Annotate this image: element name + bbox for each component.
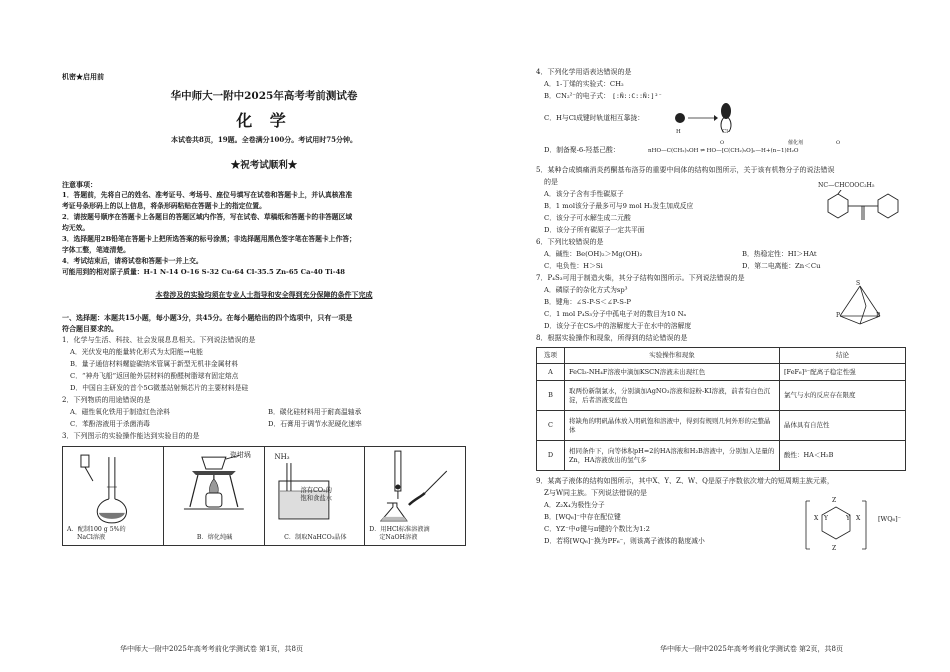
solution-label: 溶有CO₂的 饱和食盐水: [300, 487, 332, 502]
q7-option-b: B．键角：∠S-P-S＜∠P-S-P: [544, 298, 631, 306]
q8-results-table: [536, 347, 906, 471]
ion-atom-z: Z: [832, 545, 837, 552]
table-row: D 相同条件下，向等体积pH=2的HA溶液和H₂B溶液中，分别加入足量的Zn，HA溶液放出的氢气多 酸性：HA＜H₂B: [537, 441, 906, 471]
q3-figure-b: [164, 447, 265, 545]
carbonyl-o-2: O: [836, 140, 841, 146]
q3-caption-b: B．熔化纯碱: [196, 534, 233, 541]
q7-stem: 7．P₄S₃可用于制造火柴，其分子结构如图所示。下列说法错误的是: [536, 274, 745, 282]
q6-option-d: D．第二电离能：Zn＜Cu: [742, 262, 821, 270]
note-line: 考证号条形码上的以上信息，将条形码粘贴在答题卡上的指定位置。: [62, 202, 266, 210]
q3-caption-d: D．用HCl标准溶液滴 定NaOH溶液: [369, 526, 430, 541]
table-header: 实验操作和现象: [565, 348, 780, 364]
q1-option-a: A．光伏发电的能量转化形式为太阳能→电能: [70, 348, 203, 356]
q2-option-a: A．磁性氧化铁用于制造红色涂料: [70, 408, 171, 416]
ion-atom-z: Z: [832, 497, 837, 504]
q5-structure-formula: NC—CHCOOC₂H₅: [818, 182, 875, 189]
q9-option-d: D．若将[WQ₆]⁻换为PF₆⁻，则该离子液体的黏度减小: [544, 537, 705, 545]
section-heading-line2: 符合题目要求的。: [62, 324, 118, 333]
cl-atom-label: Cl: [722, 129, 728, 135]
titration-drawing: [365, 447, 465, 525]
table-header: 选项: [537, 348, 565, 364]
q3-stem: 3．下列图示的实验操作能达到实验目的的是: [62, 432, 200, 440]
q1-option-b: B．量子通信材料螺旋碳纳米管属于新型无机非金属材料: [70, 360, 239, 368]
table-header-row: [537, 348, 906, 364]
q5-option-c: C．该分子可水解生成二元酸: [544, 214, 631, 222]
q5-option-d: D．该分子所有碳原子一定共平面: [544, 226, 645, 234]
q2-option-c: C．苯酚溶液用于杀菌消毒: [70, 420, 150, 428]
q3-caption-a: A．配制100 g 5%的 NaCl溶液: [67, 526, 126, 541]
h-atom-label: H: [676, 129, 681, 135]
q1-option-c: C．“神舟飞船”返回舱外层材料的酚醛树脂球有固定熔点: [70, 372, 239, 380]
exam-title: 华中师大一附中2025年高考考前测试卷: [170, 90, 358, 102]
ion-atom-x: X: [856, 515, 861, 522]
polymerization-equation: nHO—C(CH₂)₅OH ⇌ HO—[C(CH₂)₅O]ₙ—H+(n−1)H₂O: [648, 148, 799, 154]
q4-option-a: A．1-丁烯的实验式：CH₂: [544, 80, 624, 88]
q9-stem-line1: 9．某离子液体的结构如图所示，其中X、Y、Z、W、Q是原子序数依次增大的短周期主族元素，: [536, 477, 834, 485]
question-7: [536, 272, 940, 332]
ion-atom-x: X: [814, 515, 819, 522]
note-line: 4．考试结束后，请将试卷和答题卡一并上交。: [62, 257, 203, 265]
q6-option-a: A．碱性：Be(OH)₂＞Mg(OH)₂: [544, 250, 643, 258]
q6-option-b: B．热稳定性：HI＞HAt: [742, 250, 817, 258]
ion-atom-y: Y: [824, 515, 828, 522]
right-page: [520, 0, 950, 672]
q8-stem: 8．根据实验操作和现象，所得到的结论错误的是: [536, 334, 688, 342]
q2-option-b: B．碳化硅材料用于耐高温轴承: [268, 408, 362, 416]
question-2: [62, 394, 466, 430]
q7-option-c: C．1 mol P₄S₃分子中孤电子对的数目为10 Nₐ: [544, 310, 687, 318]
note-line: 1．答题前，先将自己的姓名、准考证号、考场号、座位号填写在试卷和答题卡上，并认真核准准: [62, 191, 353, 199]
q9-stem-line2: Z与W同主族。下列说法错误的是: [544, 489, 648, 497]
q5-stem-line2: 的是: [544, 178, 558, 186]
q9-option-c: C．YZ⁻中σ键与π键的个数比为1:2: [544, 525, 651, 533]
q5-option-b: B．1 mol该分子最多可与9 mol H₂发生加成反应: [544, 202, 694, 210]
table-row: C 将缺角的明矾晶体放入明矾饱和溶液中，得到有规则几何外形的完整晶体 晶体具有自范性: [537, 411, 906, 441]
cn2-electron-formula: [:N̈::C::N̈:]²⁻: [612, 92, 663, 100]
q6-option-c: C．电负性：H＞Si: [544, 262, 603, 270]
question-1: [62, 334, 466, 394]
page-1-footer: 华中师大一附中2025年高考考前化学测试卷 第1页，共8页: [120, 645, 303, 653]
anion-label: [WQ₆]⁻: [878, 515, 902, 523]
q3-figure-a: [63, 447, 164, 545]
q3-figure-c: [265, 447, 366, 545]
q4-stem: 4．下列化学用语表达错误的是: [536, 68, 632, 76]
q2-stem: 2．下列物质的用途错误的是: [62, 396, 151, 404]
note-line: 均无效。: [62, 224, 90, 232]
exam-info: 本试卷共8页，19题。全卷满分100分。考试用时75分钟。: [171, 135, 357, 144]
good-luck: ★祝考试顺利★: [230, 160, 298, 171]
q4-option-d: D．制备聚-6-羟基己酸： O 催化剂 O nHO—C(CH₂)₅OH ⇌ HO—[C(CH₂)₅O]ₙ—H+(n−1)H₂O: [536, 136, 940, 160]
subject-title: 化 学: [236, 111, 292, 130]
table-row: A FeCl₃-NH₄F溶液中滴加KSCN溶液未出现红色 [FeF₆]³⁻配离子稳定性强: [537, 364, 906, 381]
benzophenone-structure: [814, 190, 924, 230]
q5-option-a: A．该分子含有手性碳原子: [544, 190, 624, 198]
q4-option-c: C．H与Cl成键时轨道相互靠拢： H Cl: [536, 102, 940, 136]
section-heading: [62, 312, 466, 334]
q3-figure-d: [365, 447, 465, 545]
question-4: [536, 66, 940, 160]
catalyst-label: 催化剂: [788, 140, 804, 146]
question-6: [536, 236, 940, 272]
question-8: [536, 332, 940, 471]
notes-list: [62, 190, 466, 267]
note-line: 3．选择题用2B铅笔在答题卡上把所选答案的标号涂黑；非选择题用黑色签字笔在答题卡上作答；: [62, 235, 356, 243]
q7-option-d: D．该分子在CS₂中的溶解度大于在水中的溶解度: [544, 322, 692, 330]
atomic-mass-line: 可能用到的相对原子质量：H-1 N-14 O-16 S-32 Cu-64 Cl-35.5 Zn-65 Ca-40 Ti-48: [62, 268, 346, 276]
table-header: 结论: [780, 348, 906, 364]
q6-stem: 6．下列比较错误的是: [536, 238, 604, 246]
q4-option-b: B．CN₂²⁻的电子式： [:N̈::C::N̈:]²⁻: [544, 92, 663, 100]
q7-option-a: A．磷原子的杂化方式为sp³: [544, 286, 628, 294]
note-line: 字体工整，笔迹清楚。: [62, 246, 130, 254]
q3-caption-c: C．制取NaHCO₃晶体: [284, 534, 347, 541]
section-heading-line1: 一、选择题：本题共15小题，每小题3分，共45分。在每小题给出的四个选项中，只有一项是: [62, 313, 353, 322]
q2-option-d: D．石膏用于调节水泥硬化速率: [268, 420, 362, 428]
note-line: 2．请按题号顺序在答题卡上各题目的答题区域内作答，写在试卷、草稿纸和答题卡的非答题区域: [62, 213, 353, 221]
carbonyl-o-1: O: [720, 140, 725, 146]
question-9: [536, 475, 940, 552]
crucible-label: 瓷坩埚: [229, 451, 251, 459]
notes-heading: 注意事项：: [62, 180, 97, 189]
p4s3-atom-p: P: [876, 312, 881, 319]
p4s3-structure: [826, 280, 896, 330]
ion-atom-y: Y: [846, 515, 850, 522]
question-3: [62, 430, 466, 546]
confidential-mark: 机密★启用前: [62, 72, 104, 81]
q3-figure-row: [62, 446, 466, 546]
q5-stem-line1: 5．某种合成镇痛消炎药酮基布洛芬的重要中间体的结构如图所示，关于该有机物分子的说法错误: [536, 166, 835, 174]
q9-option-b: B．[WQ₆]⁻中存在配位键: [544, 513, 621, 521]
p4s3-atom-p: P: [836, 312, 841, 319]
question-5: [536, 164, 940, 236]
nh3-label: NH₃: [274, 453, 290, 461]
volumetric-flask-drawing: [63, 447, 163, 525]
q1-option-d: D．中国自主研发的首个5G微基站射频芯片的主要材料是硅: [70, 384, 249, 392]
q1-stem: 1．化学与生活、科技、社会发展息息相关。下列说法错误的是: [62, 336, 256, 344]
safety-notice: 本卷涉及的实验均须在专业人士指导和安全得到充分保障的条件下完成: [155, 290, 373, 299]
page-2-footer: 华中师大一附中2025年高考考前化学测试卷 第2页，共8页: [660, 645, 843, 653]
p4s3-atom-s: S: [856, 280, 861, 287]
table-row: B 取两份新制氯水，分别滴加AgNO₃溶液和淀粉-KI溶液，前者有白色沉淀，后者溶液变蓝色 氯气与水的反应存在限度: [537, 381, 906, 411]
q9-option-a: A．Z₂X₄为极性分子: [544, 501, 605, 509]
